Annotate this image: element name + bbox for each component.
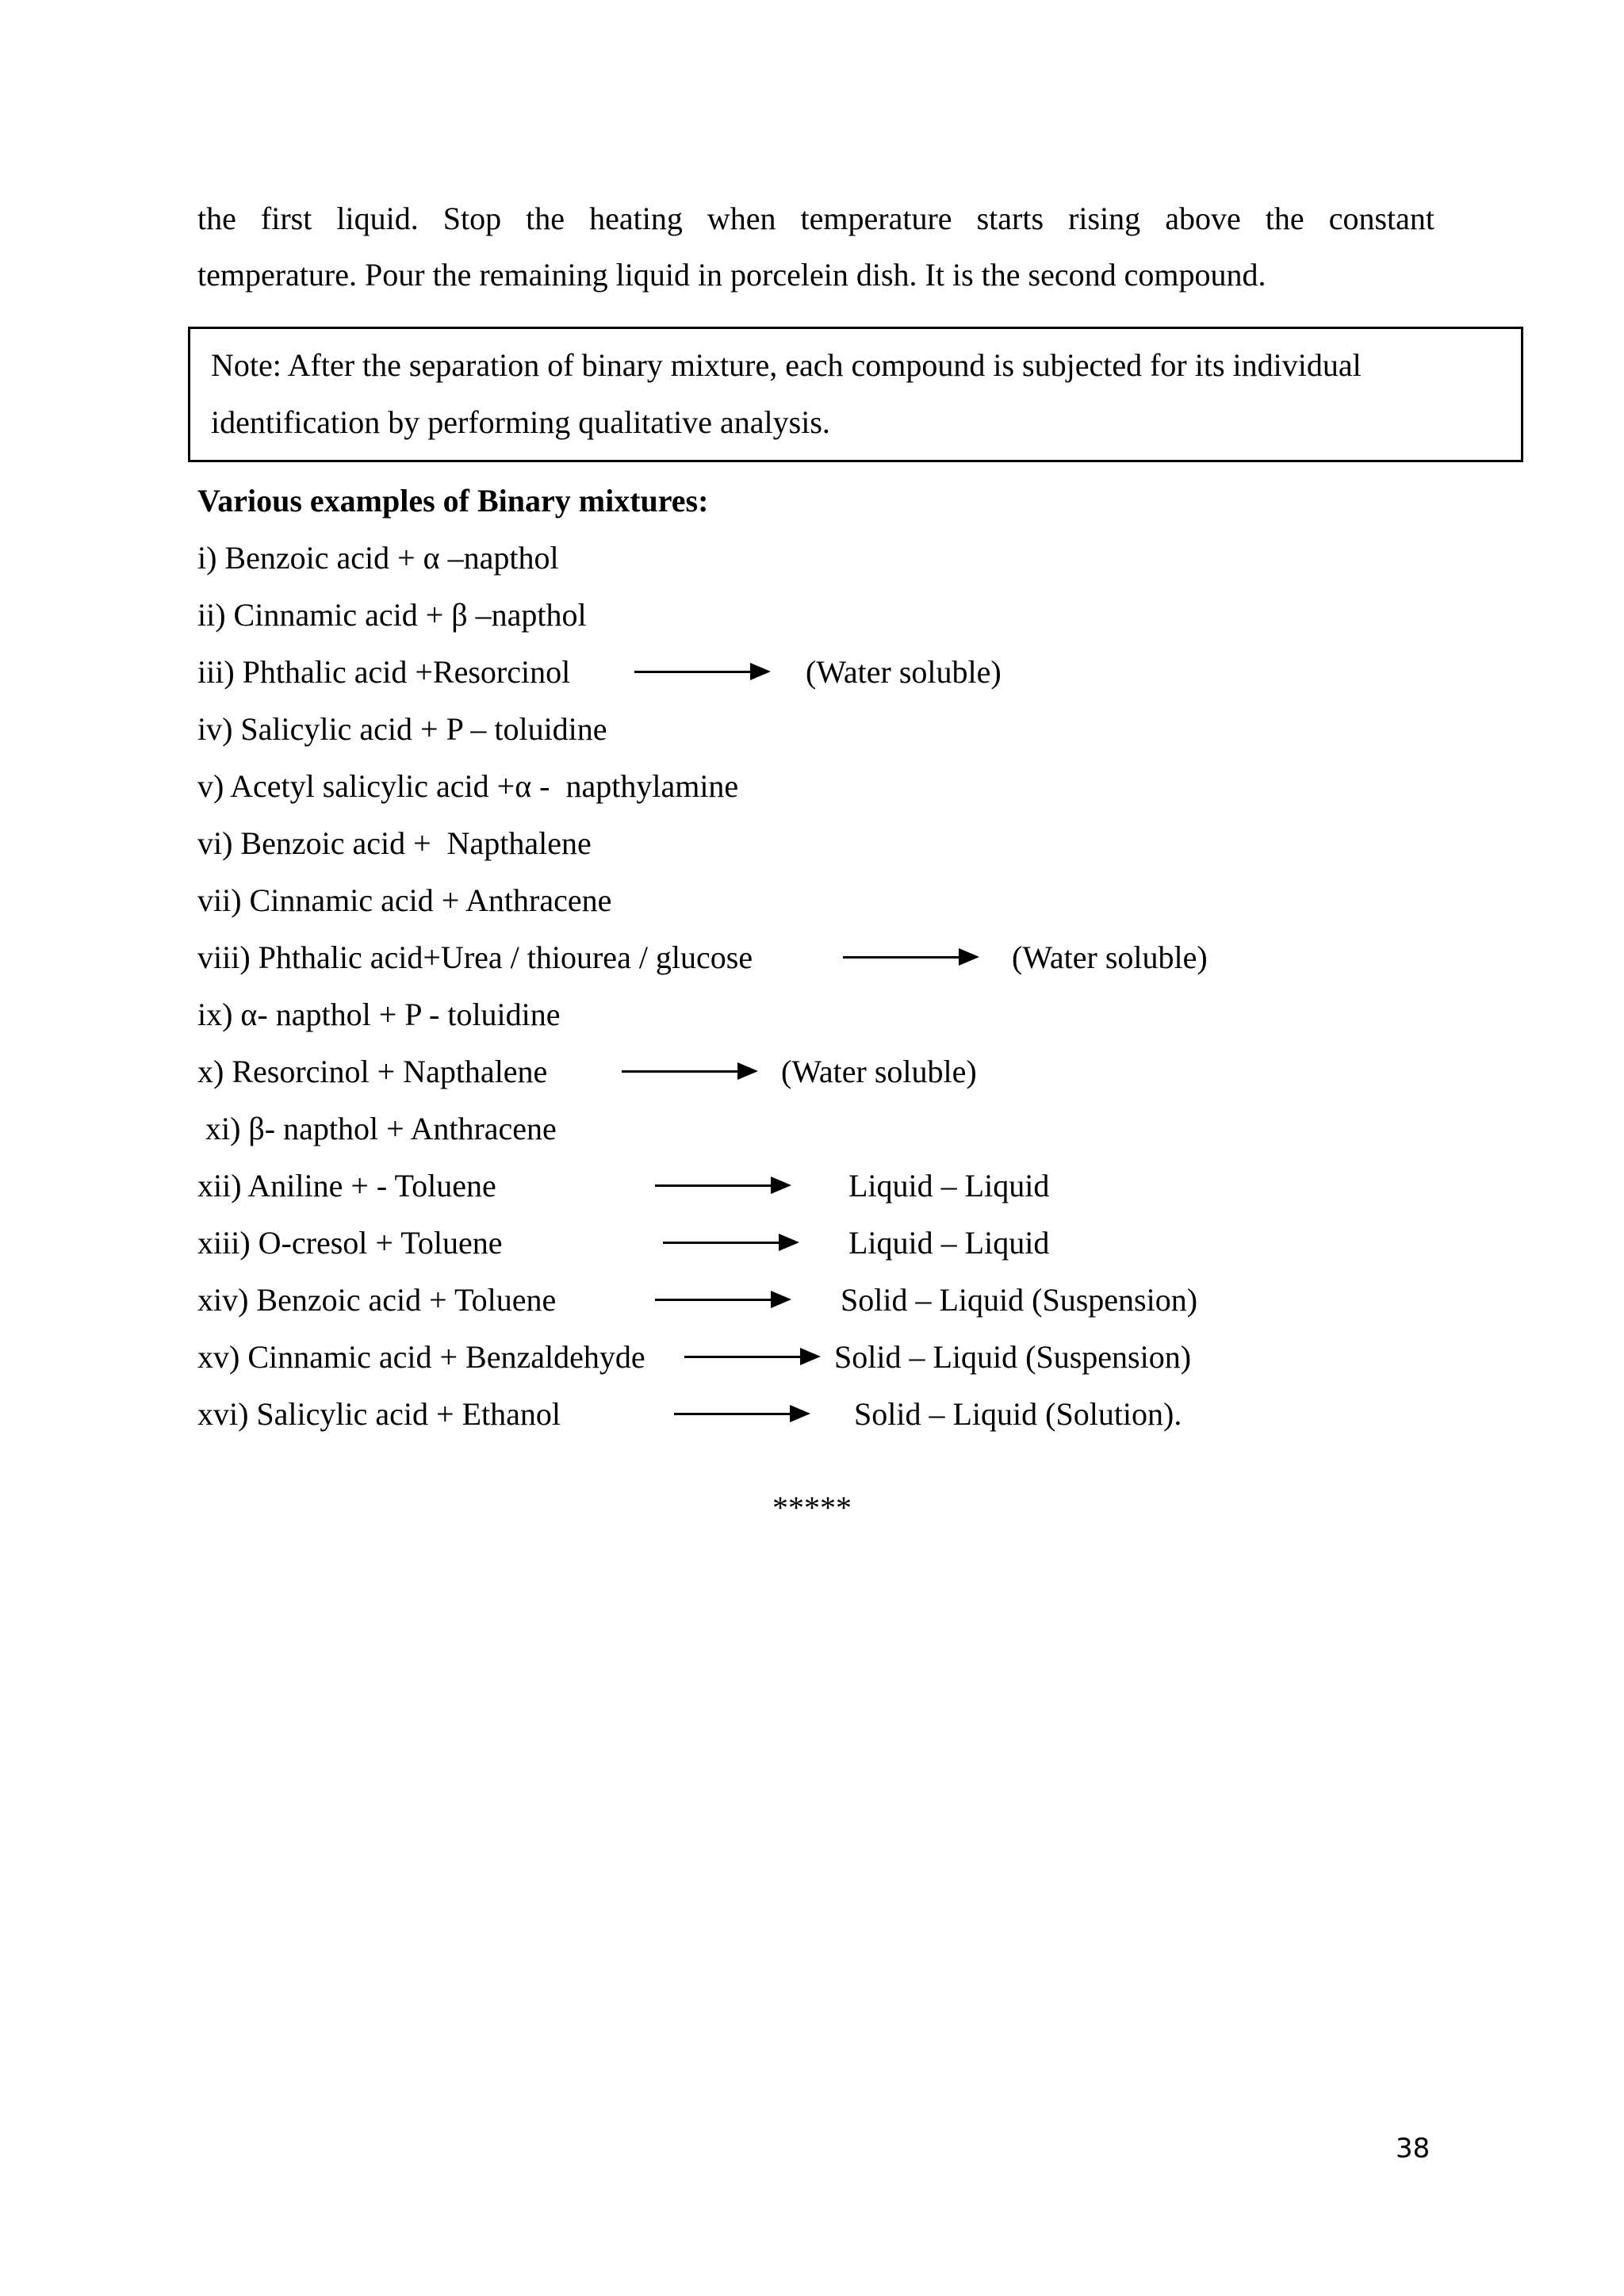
paragraph-line: temperature. Pour the remaining liquid in porcelein dish. It is the second compound. <box>197 257 1266 293</box>
mixture-result: Solid – Liquid (Suspension) <box>834 1339 1192 1375</box>
mixture-result: Solid – Liquid (Suspension) <box>841 1282 1198 1318</box>
note-line: identification by performing qualitative analysis. <box>211 404 830 440</box>
right-arrow-icon <box>674 1413 807 1415</box>
list-item: x) Resorcinol + Napthalene <box>197 1054 548 1089</box>
list-item: iv) Salicylic acid + P – toluidine <box>197 711 607 747</box>
right-arrow-icon <box>655 1184 788 1187</box>
list-item: xv) Cinnamic acid + Benzaldehyde <box>197 1339 645 1375</box>
list-item: ii) Cinnamic acid + β –napthol <box>197 597 587 633</box>
mixture-result: (Water soluble) <box>781 1054 977 1089</box>
list-item: xii) Aniline + - Toluene <box>197 1168 496 1203</box>
mixture-result: (Water soluble) <box>806 654 1002 690</box>
right-arrow-icon <box>634 671 768 673</box>
right-arrow-icon <box>663 1242 796 1244</box>
section-end-marker: ***** <box>772 1490 852 1525</box>
right-arrow-icon <box>622 1070 755 1073</box>
paragraph-line: the first liquid. Stop the heating when temperature starts rising above the constant <box>197 201 1434 236</box>
list-item: xi) β- napthol + Anthracene <box>197 1111 557 1146</box>
list-item: v) Acetyl salicylic acid +α - napthylamine <box>197 768 739 804</box>
right-arrow-icon <box>843 956 976 959</box>
mixture-result: Solid – Liquid (Solution). <box>854 1396 1182 1432</box>
page-number: 38 <box>1396 2133 1431 2164</box>
list-item: vii) Cinnamic acid + Anthracene <box>197 882 612 918</box>
list-item: i) Benzoic acid + α –napthol <box>197 540 559 576</box>
list-item: viii) Phthalic acid+Urea / thiourea / glucose <box>197 939 753 975</box>
mixture-result: Liquid – Liquid <box>848 1168 1050 1203</box>
list-item: xiv) Benzoic acid + Toluene <box>197 1282 557 1318</box>
list-item: xvi) Salicylic acid + Ethanol <box>197 1396 561 1432</box>
list-item: vi) Benzoic acid + Napthalene <box>197 825 592 861</box>
note-line: Note: After the separation of binary mixture, each compound is subjected for its individual <box>211 347 1362 383</box>
right-arrow-icon <box>655 1299 788 1301</box>
mixture-result: (Water soluble) <box>1012 939 1208 975</box>
body-paragraph <box>197 190 1434 303</box>
list-item: xiii) O-cresol + Toluene <box>197 1225 503 1261</box>
right-arrow-icon <box>684 1356 818 1358</box>
list-item: ix) α- napthol + P - toluidine <box>197 997 561 1032</box>
mixture-result: Liquid – Liquid <box>848 1225 1050 1261</box>
section-heading: Various examples of Binary mixtures: <box>197 483 709 519</box>
note-box <box>188 327 1523 462</box>
list-item: iii) Phthalic acid +Resorcinol <box>197 654 571 690</box>
